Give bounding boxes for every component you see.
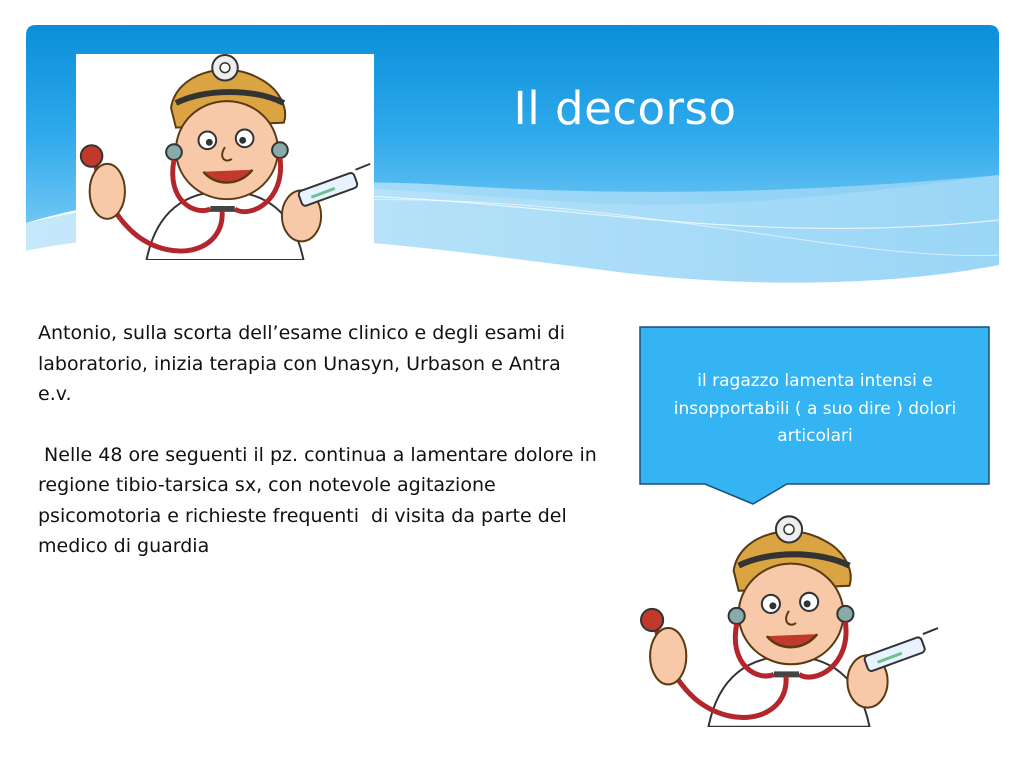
doctor-icon — [638, 515, 940, 727]
slide-title: Il decorso — [513, 82, 737, 135]
body-text — [38, 318, 603, 562]
doctor-illustration-top — [76, 54, 374, 260]
body-paragraph: Nelle 48 ore seguenti il pz. continua a lamentare dolore in regione tibio-tarsica sx, con notevole agitazione psicomotoria e richieste frequenti di visita da parte del medico di guardia — [38, 443, 603, 557]
body-paragraph: Antonio, sulla scorta dell’esame clinico e degli esami di laboratorio, inizia terapia con Unasyn, Urbason e Antra e.v. — [38, 322, 566, 405]
callout-text: il ragazzo lamenta intensi e insopportabili ( a suo dire ) dolori articolari — [673, 371, 957, 446]
doctor-icon — [76, 54, 374, 260]
doctor-illustration-bottom — [638, 515, 940, 727]
